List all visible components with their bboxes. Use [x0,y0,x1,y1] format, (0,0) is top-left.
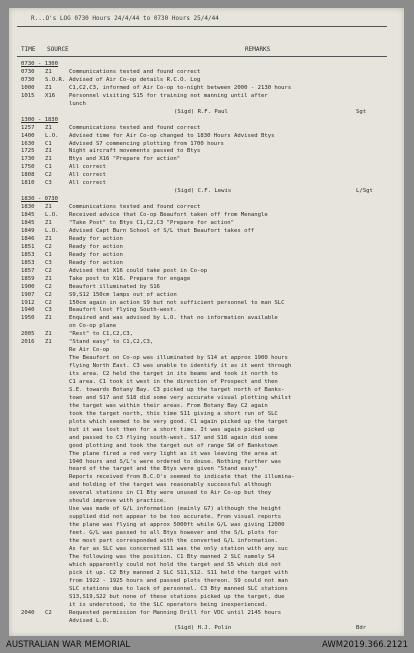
log-remarks: Ready for action [69,259,123,266]
log-line [9,529,404,537]
log-source: C1 [45,251,52,258]
log-line [9,561,404,569]
log-line [9,489,404,497]
log-section [9,195,404,203]
log-remarks: All correct [69,164,107,171]
log-line [9,227,404,235]
log-line [9,505,404,513]
log-line [9,203,404,211]
log-time: 1810 [21,180,35,187]
log-line [9,426,404,434]
log-source: L.O. [45,212,59,219]
log-time: 1849 [21,227,35,234]
log-remarks: several stations in C1 Bty were unused to Air Co-op but they [69,490,272,497]
log-line [9,291,404,299]
log-line [9,251,404,259]
log-source: Z1 [45,124,52,131]
log-time: 1853 [21,251,35,258]
log-line [9,442,404,450]
log-line [9,481,404,489]
log-remarks: SLC stations due to lack of personnel. C3 Bty manned SLC stations [69,585,288,592]
log-remarks: 150cm again in action S9 but not sufficient personnel to man SLC [69,299,285,306]
log-remarks: pick it up. C2 Bty manned 2 SLC S11,S12. S11 held the target with [69,569,288,576]
log-remarks: Beaufort illuminated by S16 [69,283,160,290]
log-remarks: (Sigd) C.F. Lewis [174,188,232,195]
log-source: L.O. [45,132,59,139]
log-remarks: Advised that X16 could take post in Co-op [69,267,208,274]
log-line [9,306,404,314]
log-time: 1015 [21,92,35,99]
log-time: 1853 [21,259,35,266]
log-time: 2005 [21,331,35,338]
log-remarks: S13,S19,S22 but none of these stations picked up the target, due [69,593,285,600]
log-line [9,211,404,219]
log-line [9,354,404,362]
log-line [9,617,404,625]
log-section [9,60,404,68]
log-time: 1845 [21,212,35,219]
log-line [9,299,404,307]
log-remarks: Received advice that Co-op Beaufort taken off from Menangle [69,212,268,219]
log-remarks: the plane was flying at approx 5000ft while G/L was giving 12000 [69,522,285,529]
log-remarks: Beaufort lost flying South-west. [69,307,177,314]
log-signature [9,108,404,116]
log-rank: Bdr [356,625,367,632]
log-time: 1846 [21,235,35,242]
log-time: 1300 - 1830 [21,116,59,123]
log-time: 1851 [21,243,35,250]
log-remarks: Re Air Co-op [69,347,110,354]
log-remarks: C1 area. C1 took it west in the direction of Prospect and then [69,379,278,385]
log-line [9,235,404,243]
log-remarks: "Rest" to C1,C2,C3, [69,331,133,338]
log-remarks: Enquired and was advised by L.O. that no information available [69,315,278,322]
log-source: C2 [45,291,52,298]
log-source: C3 [45,259,52,266]
log-line [9,513,404,521]
log-line [9,267,404,275]
log-remarks: Communications tested and found correct [69,204,201,211]
caption-institution: AUSTRALIAN WAR MEMORIAL [6,640,131,650]
log-remarks: (Sigd) H.J. Polin [174,625,232,632]
log-remarks: and holding of the target was reasonably successful although [69,482,272,489]
log-remarks: The Beaufort on Co-op was illuminated by S14 at approx 1900 hours [69,355,288,362]
log-source: C2 [45,243,52,250]
log-remarks: from 1922 - 1925 hours and passed plots thereon. S9 could not man [69,577,288,584]
log-source: Z1 [45,339,52,346]
log-line [9,362,404,370]
log-line [9,577,404,585]
log-source: Z1 [45,148,52,155]
log-source: Z1 [45,331,52,338]
log-line [9,434,404,442]
log-line [9,521,404,529]
log-remarks: Reports received from B.C.O's seemed to indicate that the illumina- [69,474,295,481]
log-remarks: flying North East. C3 was unable to identify it as it went through [69,363,292,370]
log-signature [9,624,404,632]
log-remarks: Advised S7 commencing plotting from 1700 hours [69,140,224,147]
log-remarks: Personnel visiting S15 for training not manning until after [69,92,268,99]
log-time: 1830 - 0730 [21,196,59,203]
log-time: 1912 [21,299,35,306]
log-source: Z1 [45,315,52,322]
log-source: C1 [45,164,52,171]
log-line [9,386,404,394]
log-remarks: "Stand easy" to C1,C2,C3, [69,339,154,346]
log-source: C2 [45,283,52,290]
log-source: C3 [45,180,52,187]
log-remarks: heard of the target and the Btys were given "Stand easy" [69,466,258,473]
log-line [9,314,404,322]
log-line [9,132,404,140]
log-remarks: C1,C2,C3, informed of Air Co-op to-night between 2000 - 2130 hours [69,84,292,91]
log-remarks: supplied did not appear to be too accurate. From visual reports [69,514,282,521]
log-remarks: but it was lost then for a short time. It was again picked up [69,426,275,433]
log-remarks: Ready for action [69,243,123,250]
log-line [9,410,404,418]
log-source: C3 [45,307,52,314]
log-remarks: As far as SLC was concerned S11 was the only station with any suc [69,545,288,552]
log-remarks: Communications tested and found correct [69,124,201,131]
log-time: 1257 [21,124,35,131]
log-source: Z1 [45,220,52,226]
log-time: 1400 [21,132,35,139]
log-section [9,116,404,124]
log-time: 1940 [21,307,35,314]
log-source: Z1 [45,275,52,282]
log-remarks: which apparently could not hold the target and S5 which did not [69,561,282,568]
log-sheet [9,8,404,636]
log-line [9,219,404,227]
log-time: 1808 [21,172,35,179]
log-line [9,84,404,92]
log-source: C2 [45,609,52,616]
log-remarks: Take post to X16. Prepare for engage [69,275,191,282]
log-remarks: plots which seemed to be very good. C1 again picked up the target [69,418,288,425]
log-line [9,283,404,291]
log-remarks: town and S17 and S18 did some very accurate visual plotting whilst [69,394,292,401]
column-remarks: REMARKS [245,46,271,53]
log-remarks: lunch [69,100,86,107]
log-time: 1857 [21,267,35,274]
log-line [9,545,404,553]
log-remarks: S.E. towards Botany Bay. C3 picked up the target north of Banks- [69,386,285,393]
column-time: TIME [21,46,36,53]
log-line [9,418,404,426]
log-remarks: Requested permission for Manning Drill for VDC until 2145 hours [69,609,282,616]
heading-rule [17,26,387,27]
log-remarks: The plane fired a red very light as it was leaving the area at [69,450,278,457]
log-line [9,585,404,593]
log-line [9,76,404,84]
log-time: 1830 [21,204,35,211]
caption-accession-number: AWM2019.366.2121 [322,640,408,650]
log-line [9,569,404,577]
log-remarks: Advised of Air Co-op details R.C.O. Log [69,76,201,83]
log-remarks: Ready for action [69,235,123,242]
log-line [9,537,404,545]
log-time: 1900 [21,283,35,290]
log-remarks: good plotting and took the target out of range SW of Bankstown [69,442,278,449]
log-line [9,601,404,609]
log-remarks: the most part corresponded with the converted G/L information. [69,538,278,544]
log-remarks: All correct [69,172,107,179]
log-time: 1000 [21,84,35,91]
log-source: Z1 [45,204,52,211]
log-line [9,370,404,378]
log-line [9,402,404,410]
log-remarks: All correct [69,180,107,187]
log-source: C1 [45,140,52,147]
log-line [9,100,404,108]
log-line [9,147,404,155]
log-time: 2040 [21,609,35,616]
log-line [9,155,404,163]
log-rank: Sgt [356,108,367,115]
log-line [9,140,404,148]
log-time: 1950 [21,315,35,322]
log-line [9,68,404,76]
log-source: C2 [45,299,52,306]
log-time: 1750 [21,164,35,171]
log-line [9,465,404,473]
log-remarks: The following was the position. C1 Bty manned 2 SLC namely S4 [69,553,275,560]
log-remarks: took the target north, this time S11 giving a short run of SLC [69,410,278,417]
log-line [9,338,404,346]
log-source: L.O. [45,227,59,234]
log-time: 1730 [21,156,35,163]
log-remarks: Advised Capt Burn School of S/L that Beaufort takes off [69,227,255,234]
log-source: Z1 [45,84,52,91]
log-signature [9,187,404,195]
log-line [9,275,404,283]
log-rank: L/Sgt [356,188,373,195]
log-remarks: Communications tested and found correct [69,68,201,75]
log-remarks: the target was within their areas. From Botany Bay C2 again [69,402,268,409]
log-line [9,92,404,100]
log-source: S.O.R. [45,76,66,83]
log-source: Z1 [45,68,52,75]
log-remarks: feet. G/L was passed to all Btys however and the S/L plots for [69,530,278,537]
log-time: 2016 [21,339,35,346]
log-remarks: Btys and X16 "Prepare for action" [69,156,181,163]
log-remarks: S9,S12 150cm lamps out of action [69,291,177,298]
log-line [9,124,404,132]
column-source: SOURCE [47,46,69,53]
log-heading: R...O's LOG 0730 Hours 24/4/44 to 0730 Hours 25/4/44 [31,15,219,22]
log-line [9,553,404,561]
log-remarks: should improve with practice. [69,498,167,505]
log-line [9,593,404,601]
log-line [9,394,404,402]
log-source: X16 [45,92,56,99]
header-rule [17,56,387,57]
log-remarks: Advised L.O. [69,617,110,624]
log-line [9,378,404,386]
log-line [9,609,404,617]
log-remarks: and passed to C3 flying south-west. S17 and S18 again did some [69,434,278,441]
log-line [9,346,404,354]
log-time: 1725 [21,148,35,155]
log-remarks: Advised time for Air Co-op changed to 1830 Hours Advised Btys [69,132,275,139]
log-time: 1907 [21,291,35,298]
log-remarks: (Sigd) R.F. Paul [174,108,228,115]
log-remarks: it is understood, to the SLC operators being inexperienced. [69,601,268,608]
log-line [9,179,404,187]
log-line [9,330,404,338]
log-line [9,458,404,466]
log-time: 0730 [21,68,35,75]
log-remarks: Night aircraft movements passed to Btys [69,148,201,155]
log-line [9,473,404,481]
log-source: C2 [45,267,52,274]
log-time: 1630 [21,140,35,147]
log-line [9,259,404,267]
log-time: 1845 [21,220,35,226]
log-line [9,163,404,171]
log-remarks: "Take Post" to Btys C1,C2,C3 "Prepare for action" [69,220,235,226]
log-source: C2 [45,172,52,179]
log-line [9,243,404,251]
log-line [9,171,404,179]
log-line [9,322,404,330]
log-remarks: 1940 hours and S/L's were ordered to douse. Nothing further was [69,458,282,465]
log-source: Z1 [45,156,52,163]
log-remarks: its area. C2 held the target in its beams and took it north to [69,371,278,378]
log-line [9,450,404,458]
log-time: 1859 [21,275,35,282]
log-line [9,497,404,505]
log-remarks: Ready for action [69,251,123,258]
log-source: Z1 [45,235,52,242]
log-time: 0730 - 1300 [21,61,59,67]
log-remarks: on Co-op plane [69,323,117,330]
log-time: 0730 [21,76,35,83]
log-remarks: Use was made of G/L information (mainly G7) although the height [69,506,282,513]
